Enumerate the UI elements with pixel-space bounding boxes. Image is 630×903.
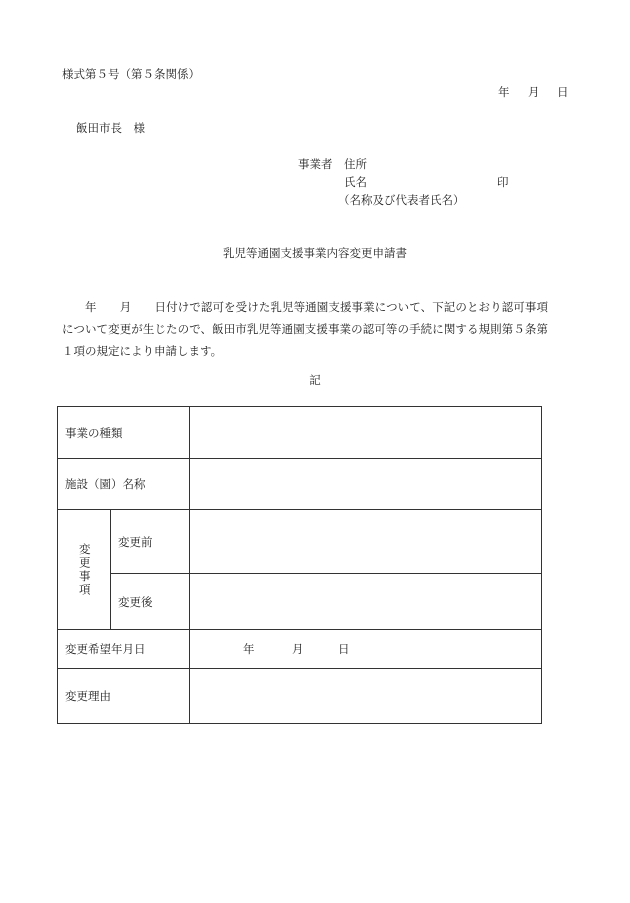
name-label: 氏名 <box>344 175 367 189</box>
desired-date-field[interactable] <box>190 630 542 669</box>
applicant-name-note: （名称及び代表者氏名） <box>338 193 465 207</box>
table-row <box>58 407 542 459</box>
date-month-label: 月 <box>528 85 540 99</box>
facility-name-label: 施設（園）名称 <box>58 459 190 510</box>
table-row <box>58 510 542 574</box>
business-type-field[interactable] <box>190 407 542 459</box>
ki-heading: 記 <box>309 373 321 387</box>
desired-date-day: 日 <box>338 642 350 656</box>
before-label: 変更前 <box>111 510 190 574</box>
address-label: 住所 <box>344 157 367 171</box>
business-type-label: 事業の種類 <box>58 407 190 459</box>
change-items-cell <box>58 510 111 630</box>
application-table <box>57 406 542 724</box>
after-label: 変更後 <box>111 574 190 630</box>
date-year-label: 年 <box>498 85 510 99</box>
document-title: 乳児等通園支援事業内容変更申請書 <box>223 246 407 260</box>
reason-label: 変更理由 <box>58 669 190 724</box>
addressee: 飯田市長 様 <box>76 121 145 135</box>
desired-date-year: 年 <box>243 642 255 656</box>
change-items-label: 変更事項 <box>77 542 92 597</box>
table-row <box>58 459 542 510</box>
reason-field[interactable] <box>190 669 542 724</box>
body-text: 年 月 日付けで認可を受けた乳児等通園支援事業について、下記のとおり認可事項について変更が生じたので、飯田市乳児等通園支援事業の認可等の手続に関する規則第５条第１項の規定により申請します。 <box>62 300 548 358</box>
before-field[interactable] <box>190 510 542 574</box>
seal-mark: 印 <box>497 175 509 189</box>
after-field[interactable] <box>190 574 542 630</box>
table-row <box>58 574 542 630</box>
facility-name-field[interactable] <box>190 459 542 510</box>
form-number: 様式第５号（第５条関係） <box>62 67 200 81</box>
table-row <box>58 630 542 669</box>
applicant-label: 事業者 <box>298 157 333 171</box>
table-row <box>58 669 542 724</box>
desired-date-month: 月 <box>292 642 304 656</box>
desired-date-label: 変更希望年月日 <box>58 630 190 669</box>
date-day-label: 日 <box>557 85 569 99</box>
